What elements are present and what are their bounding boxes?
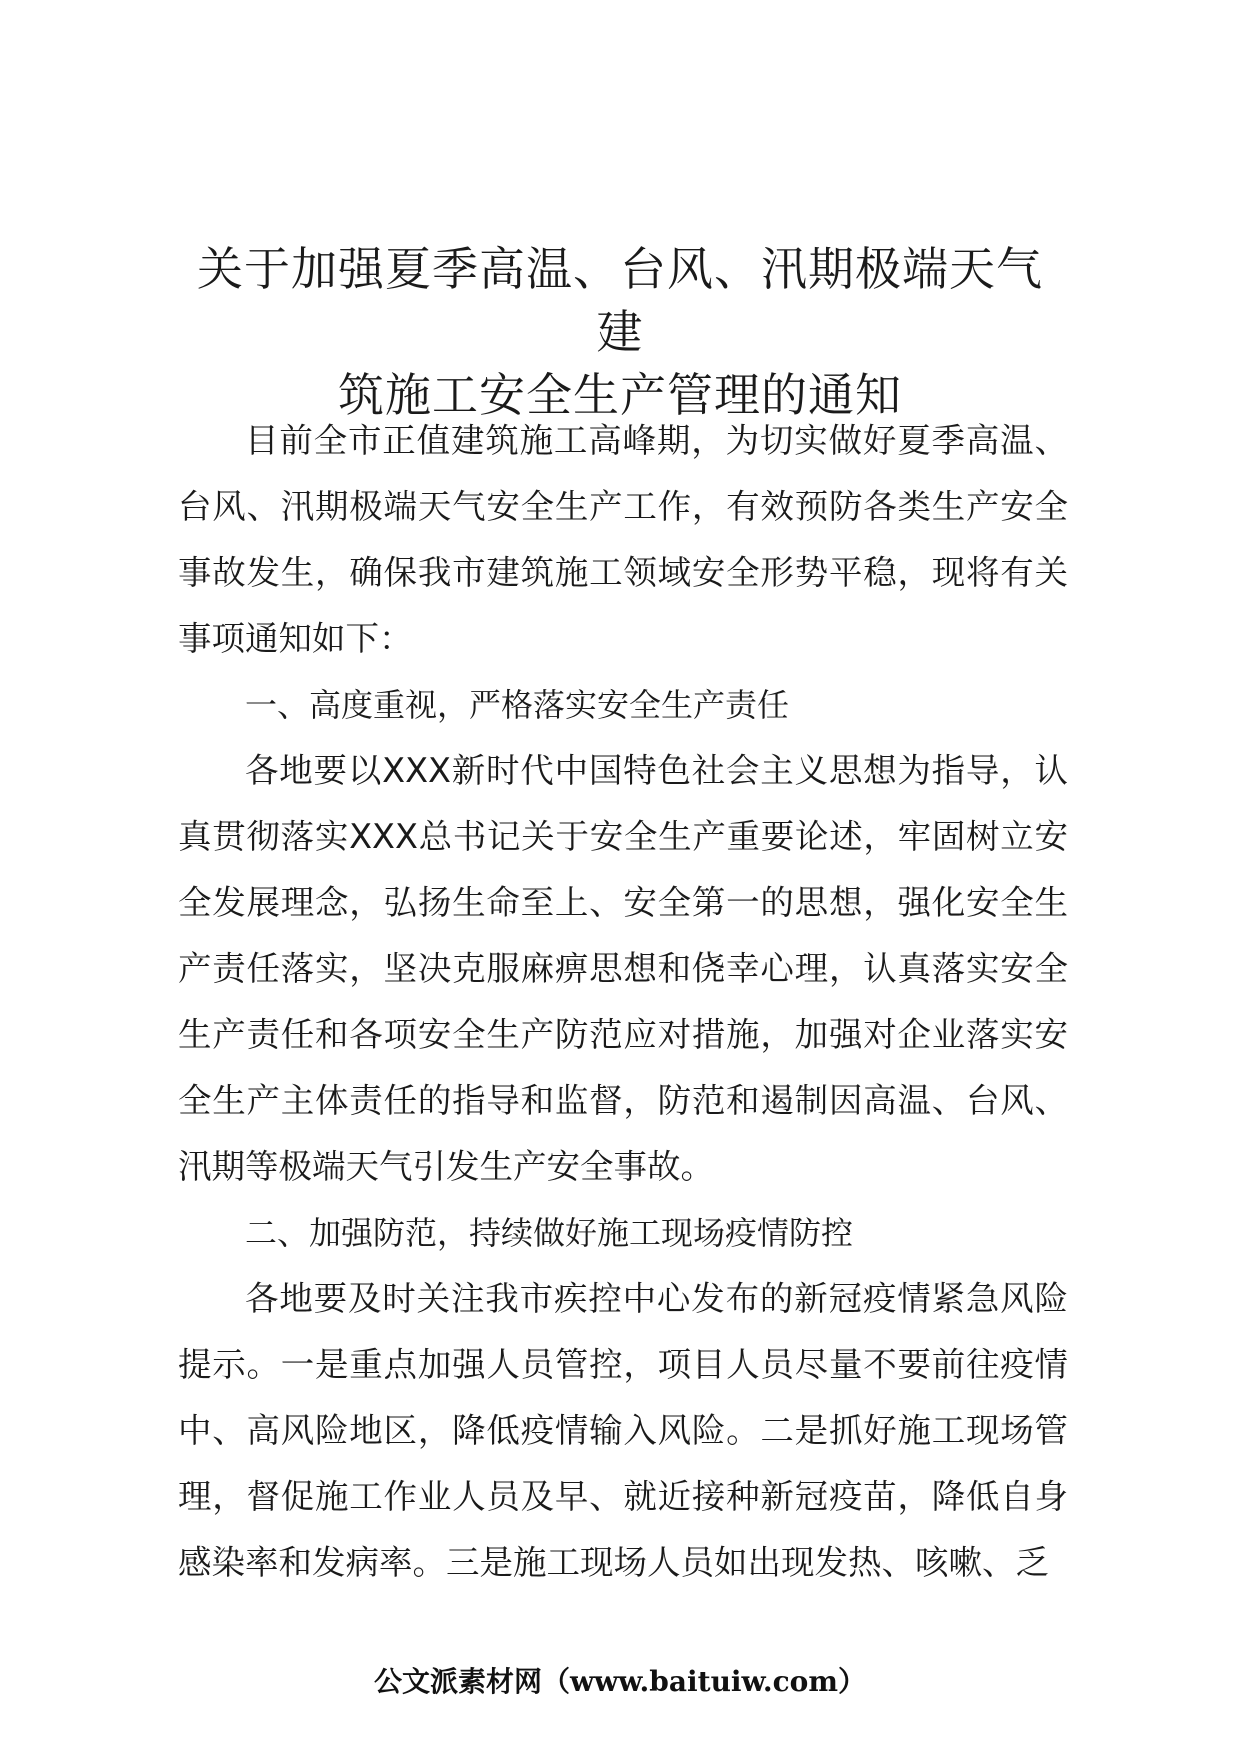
footer-watermark: 公文派素材网（www.baituiw.com） xyxy=(374,1665,866,1698)
title-line-2: 筑施工安全生产管理的通知 xyxy=(338,368,902,422)
section-1-heading: 一、高度重视，严格落实安全生产责任 xyxy=(245,686,790,724)
title-line-1: 关于加强夏季高温、台风、汛期极端天气建 xyxy=(197,242,1043,359)
intro-paragraph: 目前全市正值建筑施工高峰期，为切实做好夏季高温、台风、汛期极端天气安全生产工作，有效预防各类生产安全事故发生，确保我市建筑施工领域安全形势平稳，现将有关事项通知如下： xyxy=(178,421,1068,658)
section-1-paragraph: 各地要以XXX新时代中国特色社会主义思想为指导，认真贯彻落实XXX总书记关于安全生产重要论述，牢固树立安全发展理念，弘扬生命至上、安全第一的思想，强化安全生产责任落实，坚决克服麻痹思想和侥幸心理，认真落实安全生产责任和各项安全生产防范应对措施，加强对企业落实安全生产主体责任的指导和监督，防范和遏制因高温、台风、汛期等极端天气引发生产安全事故。 xyxy=(178,751,1068,1186)
section-2-paragraph: 各地要及时关注我市疾控中心发布的新冠疫情紧急风险提示。一是重点加强人员管控，项目人员尽量不要前往疫情中、高风险地区，降低疫情输入风险。二是抓好施工现场管理，督促施工作业人员及早、就近接种新冠疫苗，降低自身感染率和发病率。三是施工现场人员如出现发热、咳嗽、乏 xyxy=(178,1279,1068,1582)
document-body xyxy=(178,408,1068,1596)
document-title xyxy=(176,238,1064,427)
section-2-heading: 二、加强防范，持续做好施工现场疫情防控 xyxy=(245,1214,854,1252)
